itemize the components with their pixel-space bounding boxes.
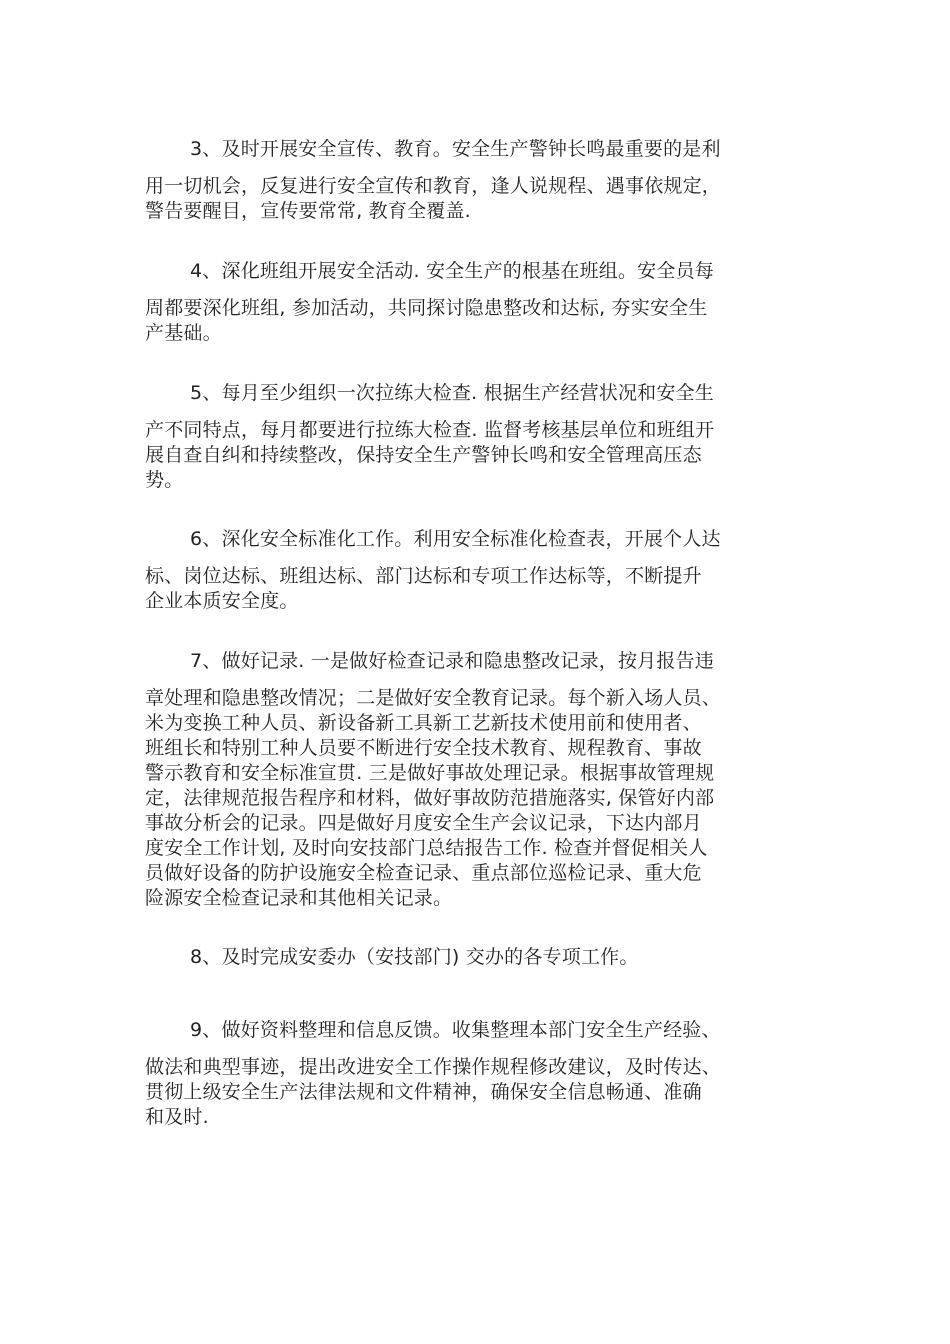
paragraph-line: 章处理和隐患整改情况；二是做好安全教育记录。每个新入场人员、 xyxy=(145,687,722,709)
paragraph-line: 产基础。 xyxy=(145,322,222,344)
paragraph-line: 定，法律规范报告程序和材料，做好事故防范措施落实, 保管好内部 xyxy=(145,787,715,809)
paragraph-item-4 xyxy=(145,259,810,346)
paragraph-line: 警告要醒目，宣传要常常, 教育全覆盖. xyxy=(145,200,471,222)
paragraph-line: 周都要深化班组, 参加活动，共同探讨隐患整改和达标, 夯实安全生 xyxy=(145,297,708,319)
paragraph-line: 事故分析会的记录。四是做好月度安全生产会议记录，下达内部月 xyxy=(145,812,702,834)
paragraph-line: 班组长和特别工种人员要不断进行安全技术教育、规程教育、事故 xyxy=(145,737,702,759)
paragraph-line: 米为变换工种人员、新设备新工具新工艺新技术使用前和使用者、 xyxy=(145,712,702,734)
paragraph-line: 企业本质安全度。 xyxy=(145,590,299,612)
paragraph-line: 6、深化安全标准化工作。利用安全标准化检查表，开展个人达 xyxy=(190,528,721,550)
paragraph-line: 做法和典型事迹，提出改进安全工作操作规程修改建议，及时传达、 xyxy=(145,1056,722,1078)
paragraph-item-9 xyxy=(145,1018,810,1130)
paragraph-item-7 xyxy=(145,649,810,911)
paragraph-line: 和及时. xyxy=(145,1106,209,1128)
paragraph-line: 度安全工作计划, 及时向安技部门总结报告工作. 检查并督促相关人 xyxy=(145,837,708,859)
paragraph-line: 势。 xyxy=(145,469,184,491)
paragraph-item-6 xyxy=(145,527,810,614)
paragraph-item-3 xyxy=(145,137,810,224)
paragraph-line: 贯彻上级安全生产法律法规和文件精神，确保安全信息畅通、准确 xyxy=(145,1081,702,1103)
paragraph-line: 员做好设备的防护设施安全检查记录、重点部位巡检记录、重大危 xyxy=(145,862,702,884)
paragraph-line: 产不同特点，每月都要进行拉练大检查. 监督考核基层单位和班组开 xyxy=(145,419,715,441)
paragraph-line: 险源安全检查记录和其他相关记录。 xyxy=(145,887,453,909)
paragraph-item-5 xyxy=(145,381,810,493)
paragraph-line: 警示教育和安全标准宣贯. 三是做好事故处理记录。根据事故管理规 xyxy=(145,762,715,784)
paragraph-line: 3、及时开展安全宣传、教育。安全生产警钟长鸣最重要的是利 xyxy=(190,138,721,160)
paragraph-line: 7、做好记录. 一是做好检查记录和隐患整改记录，按月报告违 xyxy=(190,650,714,672)
paragraph-line: 8、及时完成安委办（安技部门) 交办的各专项工作。 xyxy=(190,946,639,968)
paragraph-item-8 xyxy=(145,945,810,982)
paragraph-line: 5、每月至少组织一次拉练大检查. 根据生产经营状况和安全生 xyxy=(190,382,714,404)
paragraph-line: 标、岗位达标、班组达标、部门达标和专项工作达标等，不断提升 xyxy=(145,565,702,587)
paragraph-line: 9、做好资料整理和信息反馈。收集整理本部门安全生产经验、 xyxy=(190,1019,721,1041)
paragraph-line: 用一切机会，反复进行安全宣传和教育，逢人说规程、遇事依规定， xyxy=(145,175,722,197)
paragraph-line: 展自查自纠和持续整改，保持安全生产警钟长鸣和安全管理高压态 xyxy=(145,444,702,466)
paragraph-line: 4、深化班组开展安全活动. 安全生产的根基在班组。安全员每 xyxy=(190,260,714,282)
